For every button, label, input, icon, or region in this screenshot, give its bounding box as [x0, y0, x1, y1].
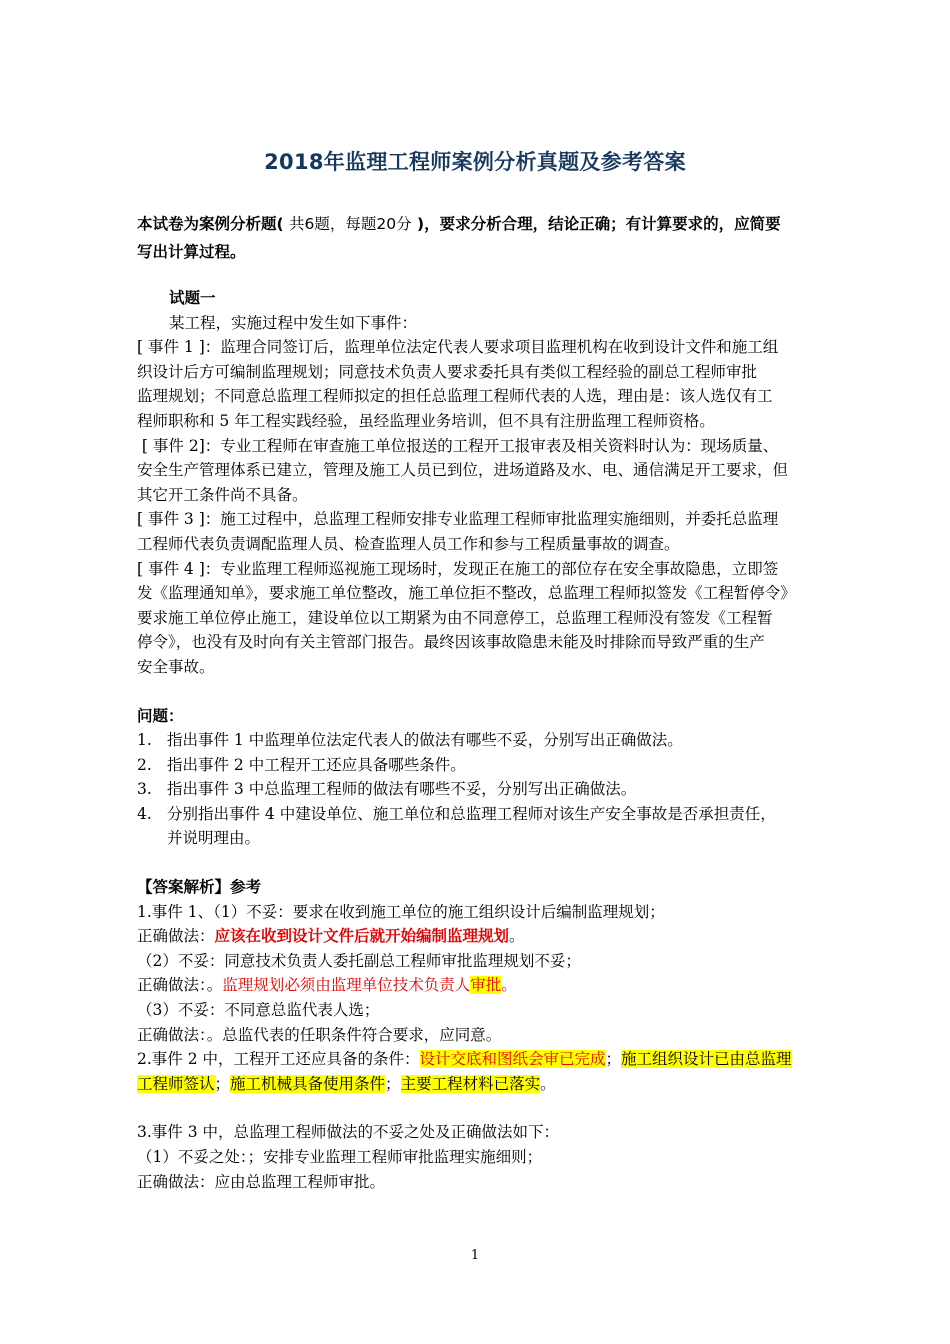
question-item: [137, 777, 817, 802]
answer-highlight: 工程师签认: [137, 1074, 215, 1093]
question-item: [137, 728, 817, 753]
answer-emphasis: 应该在收到设计文件后就开始编制监理规划: [214, 927, 510, 946]
event-line: 安全生产管理体系已建立，管理及施工人员已到位，进场道路及水、电、通信满足开工要求，但: [137, 461, 789, 480]
answer-punct: 。: [509, 927, 525, 946]
answer-highlight: 审批: [470, 976, 502, 995]
event-line: [ 事件 3 ]：施工过程中，总监理工程师安排专业监理工程师审批监理实施细则，并委托总监理: [137, 510, 779, 529]
page-number: 1: [470, 1248, 480, 1263]
event-line: [ 事件 4 ]：专业监理工程师巡视施工现场时，发现正在施工的部位存在安全事故隐患，立即签: [137, 559, 779, 578]
section-title: 试题一: [169, 289, 216, 307]
answer-line: （3）不妥：不同意总监代表人选；: [137, 1001, 380, 1020]
answer-line: [137, 924, 817, 949]
intro-part-1: 本试卷为案例分析题(: [137, 215, 284, 233]
answer-line: 正确做法：应由总监理工程师审批。: [137, 1172, 386, 1191]
question-number: 3.: [137, 780, 152, 799]
event-line: 织设计后方可编制监理规划；同意技术负责人要求委托具有类似工程经验的副总工程师审批: [137, 362, 758, 381]
answer-line: [137, 973, 817, 998]
spacer: [137, 680, 817, 704]
intro-part-3: )，要求分析合理，结论正确；有计算要求的，应简要: [417, 215, 781, 233]
intro-part-2: 共6题，每题20分: [289, 215, 412, 233]
intro-line-1: [137, 210, 817, 238]
answer-line: 1.事件 1、（1）不妥：要求在收到施工单位的施工组织设计后编制监理规划；: [137, 902, 665, 921]
document-title: 2018年监理工程师案例分析真题及参考答案: [264, 150, 686, 174]
answer-line: 正确做法：。总监代表的任职条件符合要求，应同意。: [137, 1025, 502, 1044]
event-line: 安全事故。: [137, 657, 215, 676]
answer-punct: ；: [385, 1074, 401, 1093]
event-line: 程师职称和 5 年工程实践经验，虽经监理业务培训，但不具有注册监理工程师资格。: [137, 411, 715, 430]
event-line: 停令》，也没有及时向有关主管部门报告。最终因该事故隐患未能及时排除而导致严重的生产: [137, 633, 765, 652]
answer-highlight: 设计交底和图纸会审已完成: [419, 1050, 606, 1069]
event-line: 发《监理通知单》，要求施工单位整改，施工单位拒不整改，总监理工程师拟签发《工程暂停令》: [137, 584, 796, 603]
answer-highlight: 施工组织设计已由总监理: [621, 1050, 792, 1069]
question-text: 指出事件 3 中总监理工程师的做法有哪些不妥，分别写出正确做法。: [167, 780, 637, 799]
question-text: 分别指出事件 4 中建设单位、施工单位和总监理工程师对该生产安全事故是否承担责任，: [167, 804, 776, 823]
answer-line: （1）不妥之处：；安排专业监理工程师审批监理实施细则；: [137, 1148, 543, 1166]
event-line: [ 事件 2]：专业工程师在审查施工单位报送的工程开工报审表及相关资料时认为：现场质量、: [137, 436, 779, 455]
answer-line: 3.事件 3 中，总监理工程师做法的不妥之处及正确做法如下：: [137, 1123, 560, 1142]
answer-line: （2）不妥：同意技术负责人委托副总工程师审批监理规划不妥；: [137, 951, 581, 970]
answer-punct: 。: [540, 1074, 556, 1093]
questions-title: 问题：: [137, 706, 184, 725]
intro-line-2: 写出计算过程。: [137, 243, 246, 261]
question-text: 指出事件 2 中工程开工还应具备哪些条件。: [167, 755, 466, 774]
answer-punct: 。: [501, 976, 517, 995]
answer-label: 正确做法：: [137, 927, 215, 946]
question-number: 2.: [137, 755, 152, 774]
answer-line: [137, 1072, 817, 1097]
intro-paragraph: [137, 210, 817, 266]
answer-title: 【答案解析】参考: [137, 878, 262, 897]
question-item: [137, 753, 817, 778]
spacer: [137, 851, 817, 875]
answer-highlight: 施工机械具备使用条件: [230, 1074, 386, 1093]
answer-text: 2.事件 2 中，工程开工还应具备的条件：: [137, 1050, 420, 1069]
event-line: 监理规划；不同意总监理工程师拟定的担任总监理工程师代表的人选，理由是：该人选仅有工: [137, 387, 773, 406]
document-body: [137, 286, 817, 1194]
answer-label: 正确做法：。: [137, 976, 223, 995]
question-4-continuation: 并说明理由。: [167, 829, 261, 848]
lead-text: 某工程，实施过程中发生如下事件：: [169, 313, 418, 332]
answer-line: [137, 1047, 817, 1072]
answer-punct: ；: [214, 1074, 231, 1093]
event-line: 其它开工条件尚不具备。: [137, 485, 308, 504]
event-line: 要求施工单位停止施工，建设单位以工期紧为由不同意停工，总监理工程师没有签发《工程暂: [137, 608, 773, 627]
answer-punct: ；: [605, 1050, 622, 1069]
answer-emphasis: 监理规划必须由监理单位技术负责人: [222, 976, 471, 995]
question-item: [137, 802, 817, 827]
event-line: 工程师代表负责调配监理人员、检查监理人员工作和参与工程质量事故的调查。: [137, 534, 680, 553]
question-number: 1.: [137, 731, 152, 750]
spacer: [137, 1096, 817, 1120]
question-number: 4.: [137, 804, 152, 823]
answer-highlight: 主要工程材料已落实: [400, 1074, 541, 1093]
question-text: 指出事件 1 中监理单位法定代表人的做法有哪些不妥，分别写出正确做法。: [167, 731, 683, 750]
event-line: [ 事件 1 ]：监理合同签订后，监理单位法定代表人要求项目监理机构在收到设计文件和施工组: [137, 338, 779, 357]
